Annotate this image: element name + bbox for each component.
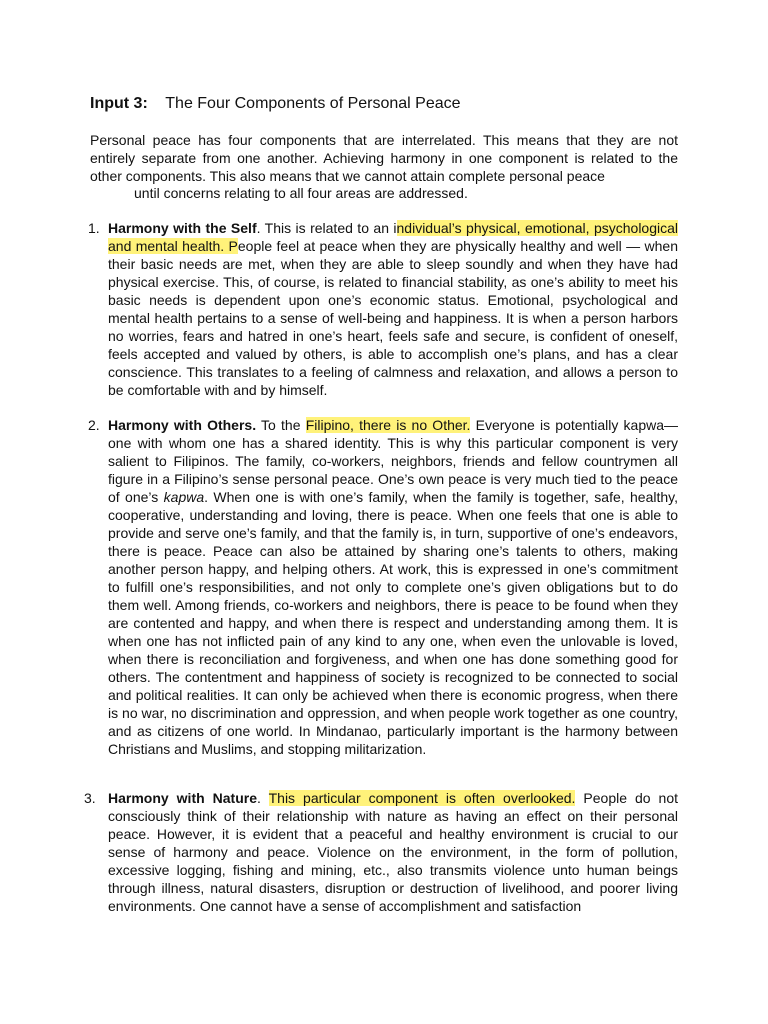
item-number: 3. [84,790,96,806]
item-text: People do not consciously think of their relationship with nature as having an effect on their personal peace. However, it is evident that a peaceful and healthy environment is crucial to our sense of harmony and peace. Violence on the environment, in the form of pollution, excessive logging, fishing and mining, etc., also transmits violence unto human beings through illness, natural disasters, disruption or destruction of livelihood, and poorer living environments. One cannot have a sense of accomplishment and satisfaction [108,790,679,914]
item-body [108,416,678,758]
list-item-harmony-nature [84,789,678,915]
highlighted-text: ndividual’s physical, emotional, psychological and mental health. P [108,220,679,254]
intro-paragraph [90,132,678,203]
item-text-cont: . When one is with one’s family, when the family is together, safe, healthy, cooperative, understanding and loving, there is peace. When one feels that one is able to provide and serve one’s family, and that the family is, in turn, supportive of one’s endeavors, there is peace. Peace can also be attained by sharing one’s talents to others, making another person happy, and helping others. At work, this is expressed in one’s commitment to fulfill one’s responsibilities, and not only to complete one’s given obligations but to do them well. Among friends, co-workers and neighbors, there is peace to be found when they are contented and happy, and when there is respect and understanding among them. It is when one has not inflicted pain of any kind to any one, when even the unlovable is loved, when there is reconciliation and forgiveness, and when one has done something good for others. The contentment and happiness of society is recognized to be connected to social and political realities. It can only be achieved when there is economic progress, when there is no war, no discrimination and oppression, and when people work together as one country, and as citizens of one world. In Mindanao, particularly important is the harmony between Christians and Muslims, and stopping militarization. [108,489,679,757]
item-text: Everyone is potentially kapwa— one with whom one has a shared identity. This is why this particular component is very salient to Filipinos. The family, co-workers, neighbors, friends and fellow countrymen all figure in a Filipino’s sense personal peace. One’s own peace is very much tied to the peace of one’s [108,417,679,505]
item-body [108,789,678,915]
highlighted-text: This particular component is often overlooked. [268,790,576,806]
highlighted-text: Filipino, there is no Other. [305,417,471,433]
heading-title: The Four Components of Personal Peace [165,95,461,112]
item-title-punct: . [256,790,261,806]
item-title: Harmony with Others. [108,417,257,433]
item-italic-text: kapwa [163,489,205,505]
item-number: 1. [88,220,100,236]
list-item-harmony-others [88,416,678,758]
item-title-punct: . [256,220,261,236]
list-item-harmony-self [88,219,678,399]
item-text-pre: This is related to an i [260,220,397,236]
item-number: 2. [88,417,100,433]
item-text-pre [261,790,269,806]
item-title: Harmony with the Self [108,220,257,236]
item-body [108,219,678,399]
section-heading [90,93,690,115]
item-text: eople feel at peace when they are physically healthy and well — when their basic needs are met, when they are able to sleep soundly and when they have had physical exercise. This, of course, is related to financial stability, as one’s ability to meet his basic needs is dependent upon one’s economic status. Emotional, psychological and mental health pertains to a sense of well-being and happiness. It is when a person harbors no worries, fears and hatred in one’s heart, feels safe and secure, is confident of oneself, feels accepted and valued by others, is able to accomplish one’s plans, and has a clear conscience. This translates to a feeling of calmness and relaxation, and allows a person to be comfortable with and by himself. [108,238,678,398]
item-title: Harmony with Nature [108,790,257,806]
heading-label: Input 3: [90,95,148,112]
intro-text: Personal peace has four components that are interrelated. This means that they are not entirely separate from one another. Achieving harmony in one component is related to the other components. This also means that we cannot attain complete personal peace [90,132,678,184]
item-text-pre: To the [256,417,306,433]
intro-last-line: until concerns relating to all four areas are addressed. [134,185,468,202]
